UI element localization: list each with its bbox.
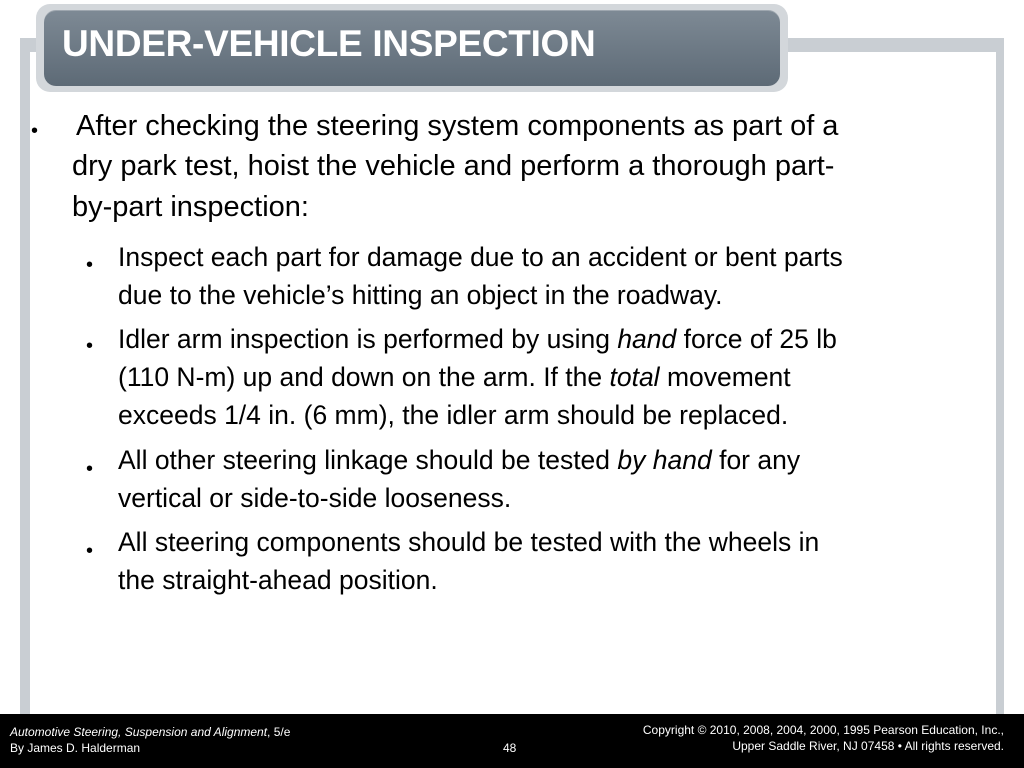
- text-run: vertical or side-to-side looseness.: [118, 483, 512, 513]
- text-run: Inspect each part for damage due to an accident or bent parts: [118, 242, 843, 272]
- main-bullet-line: After checking the steering system components as part of a: [76, 110, 839, 142]
- sub-bullet-line: [118, 276, 723, 314]
- text-run: for any: [711, 445, 801, 475]
- page-number: 48: [503, 741, 517, 755]
- footer-author: By James D. Halderman: [10, 741, 141, 755]
- text-run: exceeds 1/4 in. (6 mm), the idler arm should be replaced.: [118, 400, 789, 430]
- bullet-icon: •: [31, 120, 39, 142]
- main-bullet-line: by-part inspection:: [72, 191, 309, 223]
- footer-book-info: [10, 724, 290, 740]
- book-title: Automotive Steering, Suspension and Alignment: [10, 725, 268, 739]
- text-run: the straight-ahead position.: [118, 565, 438, 595]
- footer-copyright: Copyright © 2010, 2008, 2004, 2000, 1995 Pearson Education, Inc.,: [642, 723, 1004, 737]
- sub-bullet-icon: •: [86, 540, 94, 562]
- footer-copyright-address: Upper Saddle River, NJ 07458 • All rights reserved.: [732, 739, 1004, 753]
- text-run: (110 N-m) up and down on the arm. If the: [118, 362, 610, 392]
- sub-bullet-icon: •: [86, 254, 94, 276]
- sub-bullet-line: [118, 238, 843, 276]
- emphasis-text: hand: [617, 324, 677, 354]
- text-run: All other steering linkage should be tested: [118, 445, 618, 475]
- sub-bullet-line: [118, 441, 800, 479]
- slide-footer: [0, 714, 1024, 768]
- emphasis-text: total: [609, 362, 660, 392]
- text-run: All steering components should be tested with the wheels in: [118, 527, 820, 557]
- sub-bullet-line: [118, 320, 837, 358]
- sub-bullet-icon: •: [86, 458, 94, 480]
- sub-bullet-line: [118, 561, 438, 599]
- sub-bullet-line: [118, 396, 788, 434]
- emphasis-text: by hand: [617, 445, 712, 475]
- sub-bullet-line: [118, 479, 511, 517]
- main-bullet-line: dry park test, hoist the vehicle and perform a thorough part-: [72, 150, 835, 182]
- sub-bullet-line: [118, 358, 791, 396]
- sub-bullet-line: [118, 523, 819, 561]
- text-run: Idler arm inspection is performed by using: [118, 324, 618, 354]
- text-run: due to the vehicle’s hitting an object in the roadway.: [118, 280, 723, 310]
- book-edition: , 5/e: [267, 725, 291, 739]
- sub-bullet-icon: •: [86, 335, 94, 357]
- text-run: force of 25 lb: [676, 324, 837, 354]
- text-run: movement: [659, 362, 791, 392]
- slide-title: UNDER-VEHICLE INSPECTION: [62, 23, 596, 64]
